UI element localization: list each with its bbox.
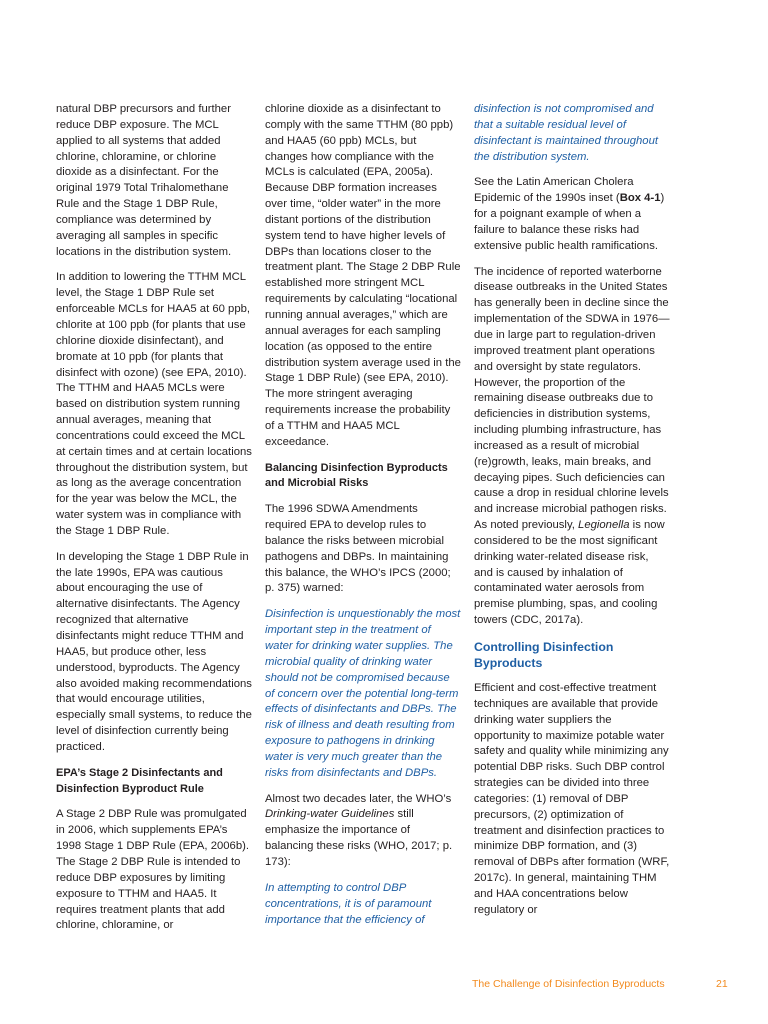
paragraph xyxy=(265,792,461,871)
italic-text: Drinking-water Guidelines xyxy=(265,808,395,821)
column-3 xyxy=(474,102,670,929)
italic-text: Legionella xyxy=(578,519,630,532)
block-quote: Disinfection is unquestionably the most important step in the treatment of water for drinking water supplies. The microbial quality of drinking water should not be compromised because of concern over the potential long-term effects of disinfectants and DBPs. The risk of illness and death resulting from exposure to pathogens in drinking water is very much greater than the risks from disinfectants and DBPs. xyxy=(265,608,461,779)
paragraph: The 1996 SDWA Amendments required EPA to develop rules to balance the risks between microbial pathogens and DBPs. In maintaining this balance, the WHO’s IPCS (2000; p. 375) warned: xyxy=(265,503,451,595)
footer-title: The Challenge of Disinfection Byproducts xyxy=(472,978,665,990)
text-run: See the Latin American Cholera Epidemic of the 1990s inset ( xyxy=(474,176,634,205)
column-2 xyxy=(265,102,461,938)
page-number: 21 xyxy=(716,978,728,990)
paragraph xyxy=(474,265,670,629)
paragraph: In addition to lowering the TTHM MCL level, the Stage 1 DBP Rule set enforceable MCLs for HAA5 at 60 ppb, chlorite at 100 ppb (for plants that use chlorine dioxide disinfectant), and bromate at 10 ppb (for plants that disinfect with ozone) (see EPA, 2010). The TTHM and HAA5 MCLs were based on distribution system running annual averages, meaning that concentrations could exceed the MCL at certain times and at certain locations throughout the distribution system, but as long as the average concentration for the year was below the MCL, the water system was in compliance with the Stage 1 DBP Rule. xyxy=(56,271,252,537)
paragraph: Efficient and cost-effective treatment techniques are available that provide drinking water suppliers the opportunity to maximize potable water safety and quality while minimizing any potential DBP risks. Such DBP control strategies can be divided into three categories: (1) removal of DBP precursors, (2) optimization of treatment and disinfection practices to minimize DBP formation, and (3) removal of DBPs after formation (WRF, 2017c). In general, maintaining THM and HAA concentrations below regulatory or xyxy=(474,682,670,916)
paragraph: A Stage 2 DBP Rule was promulgated in 2006, which supplements EPA’s 1998 Stage 1 DBP Rule (EPA, 2006b). The Stage 2 DBP Rule is intended to reduce DBP exposures by limiting exposure to TTHM and HAA5. It requires treatment plants that add chlorine, chloramine, or xyxy=(56,808,250,932)
text-run: ) for a poignant example of when a failure to balance these risks had extensive public health ramifications. xyxy=(474,192,665,252)
subheading: EPA’s Stage 2 Disinfectants and Disinfection Byproduct Rule xyxy=(56,766,223,795)
block-quote-continued: disinfection is not compromised and that a suitable residual level of disinfectant is maintained throughout the distribution system. xyxy=(474,103,659,163)
box-reference: Box 4-1 xyxy=(619,192,661,205)
subheading: Balancing Disinfection Byproducts and Microbial Risks xyxy=(265,461,448,490)
paragraph xyxy=(474,175,670,254)
paragraph: natural DBP precursors and further reduce DBP exposure. The MCL applied to all systems that added chlorine, chloramine, or chlorine dioxide as a disinfectant. For the original 1979 Total Trihalomethane Rule and the Stage 1 DBP Rule, compliance was determined by averaging all samples in specific locations in the distribution system. xyxy=(56,103,232,258)
block-quote: In attempting to control DBP concentrations, it is of paramount importance that the efficiency of xyxy=(265,881,432,926)
paragraph: In developing the Stage 1 DBP Rule in the late 1990s, EPA was cautious about encouraging the use of alternative disinfectants. The Agency recognized that alternative disinfectants might reduce TTHM and HAA5, but produce other, less understood, byproducts. The Agency also avoided making recommendations that would encourage utilities, especially small systems, to reduce the level of disinfection currently being practiced. xyxy=(56,550,252,753)
text-run: is now considered to be the most significant drinking water-related disease risk, and is caused by inhalation of contaminated water aerosols from premise plumbing, spas, and cooling towers (CDC, 2017a). xyxy=(474,519,665,627)
column-1 xyxy=(56,102,252,944)
text-run: The incidence of reported waterborne disease outbreaks in the United States has generally been in decline since the implementation of the SDWA in 1976—due in large part to regulation-driven improved treatment plant operations and oversight by state regulators. However, the proportion of the remaining disease outbreaks due to deficiencies in distribution systems, including plumbing infrastructure, has increased as a result of microbial (re)growth, leaks, main breaks, and decaying pipes. Such deficiencies can cause a drop in residual chlorine levels and increase microbial pathogen risks. As noted previously, xyxy=(474,265,670,532)
text-run: Almost two decades later, the WHO’s xyxy=(265,792,452,805)
text-run: still emphasize the importance of balancing these risks (WHO, 2017; p. 173): xyxy=(265,808,453,868)
paragraph: chlorine dioxide as a disinfectant to comply with the same TTHM (80 ppb) and HAA5 (60 ppb) MCLs, but changes how compliance with the MCLs is calculated (EPA, 2005a). Because DBP formation increases over time, “older water” in the more distant portions of the distribution system tend to have higher levels of DBPs than locations closer to the treatment plant. The Stage 2 DBP Rule established more stringent MCL requirements by calculating “locational running annual averages,” which are annual averages for each sampling location (as opposed to the entire distribution system average used in the Stage 1 DBP Rule) (see EPA, 2010). The more stringent averaging requirements increase the probability of a TTHM and HAA5 MCL exceedance. xyxy=(265,103,461,448)
section-heading: Controlling Disinfection Byproducts xyxy=(474,640,614,670)
